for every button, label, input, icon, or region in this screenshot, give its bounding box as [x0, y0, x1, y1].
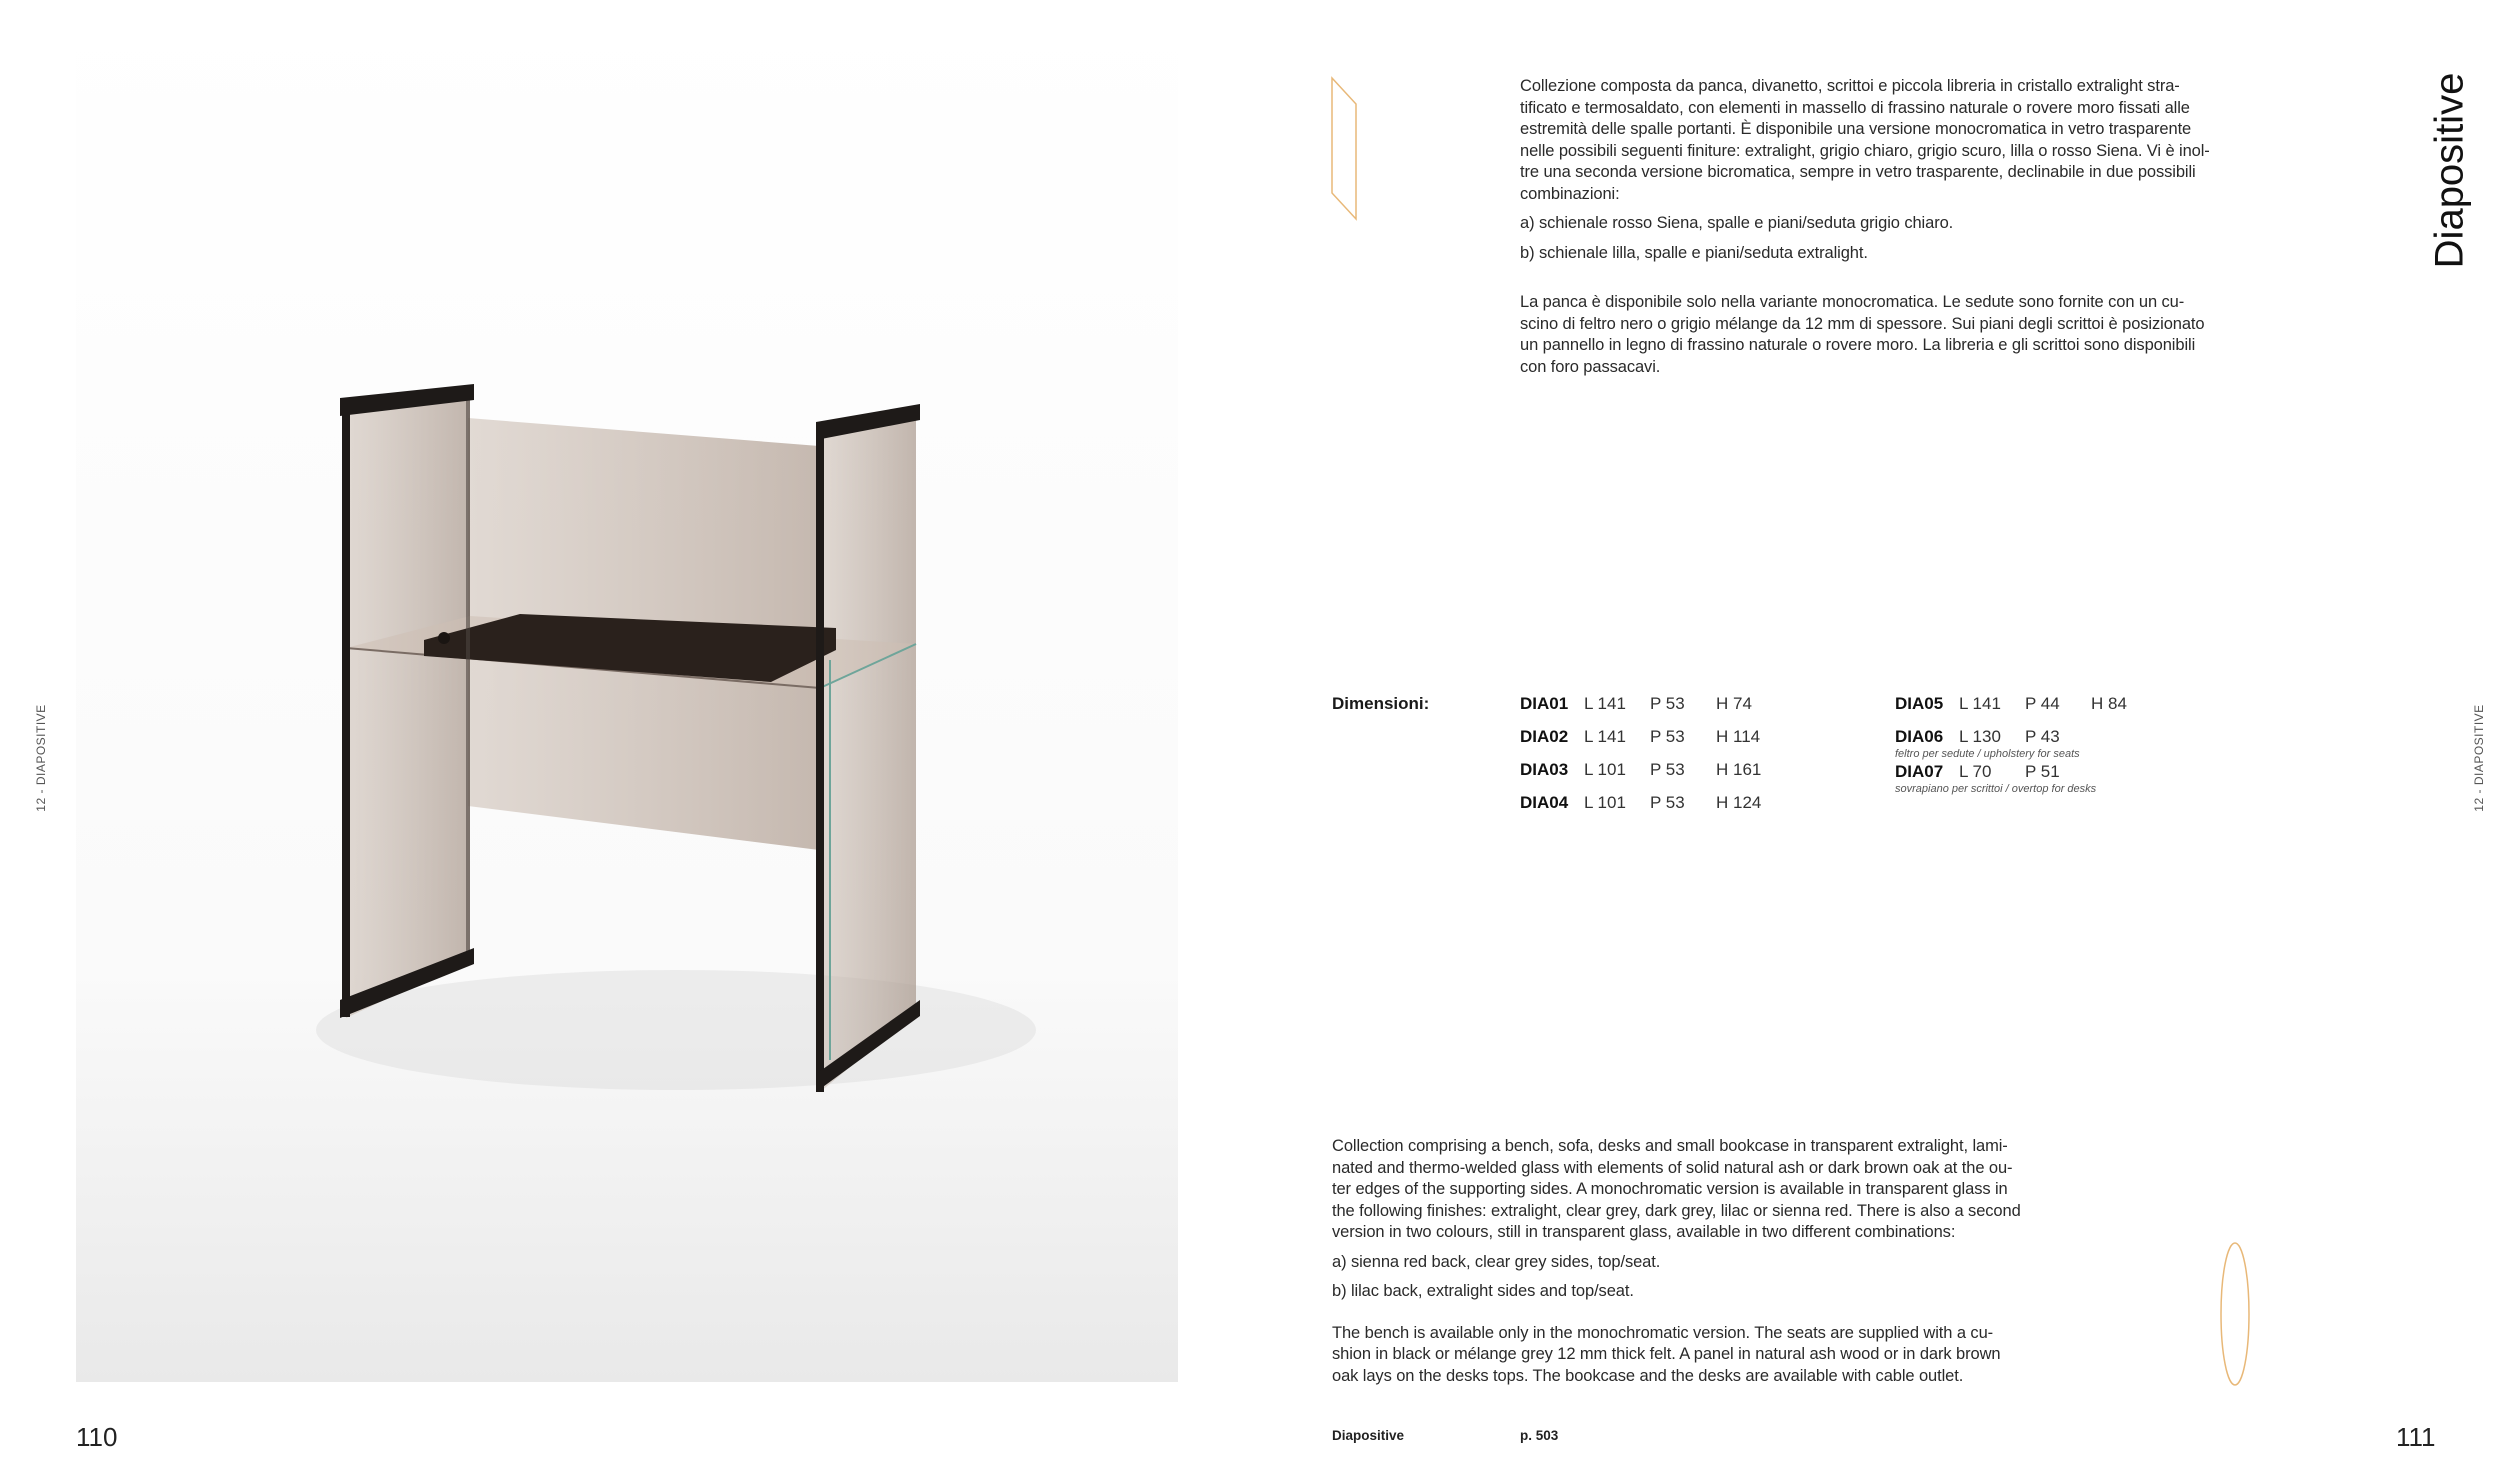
dimension-length: L 141: [1584, 727, 1626, 746]
dimension-length: L 101: [1584, 793, 1626, 812]
en-line: nated and thermo-welded glass with elements of solid natural ash or dark brown oak at the ou-: [1332, 1158, 2013, 1177]
dimension-row: [1520, 727, 1760, 747]
left-side-label: 12 - DIAPOSITIVE: [34, 704, 48, 812]
left-side-glass: [346, 396, 470, 1018]
en-option-a: a) sienna red back, clear grey sides, top/seat.: [1332, 1252, 1661, 1271]
en-line: the following finishes: extralight, clear grey, dark grey, lilac or sienna red. There is also a second: [1332, 1201, 2021, 1220]
dimension-depth: P 44: [2025, 694, 2060, 713]
dimension-note: sovrapiano per scrittoi / overtop for desks: [1895, 783, 2097, 795]
footer-product-name: Diapositive: [1332, 1428, 1405, 1443]
dimension-depth: P 51: [2025, 762, 2060, 781]
dimension-height: H 161: [1716, 760, 1762, 779]
dimension-length: L 101: [1584, 760, 1626, 779]
footer-page-reference: p. 503: [1520, 1428, 1559, 1443]
it-line: tificato e termosaldato, con elementi in massello di frassino naturale o rovere moro fissati alle: [1520, 98, 2190, 117]
dimension-length: L 130: [1959, 727, 2001, 746]
dimension-code: DIA01: [1520, 694, 1569, 713]
italian-description: [1520, 76, 2250, 378]
it-line: scino di feltro nero o grigio mélange da 12 mm di spessore. Sui piani degli scrittoi è posizionato: [1520, 314, 2205, 333]
page-title: Diapositive: [2427, 72, 2472, 269]
dimension-height: H 74: [1716, 694, 1752, 713]
dimension-length: L 70: [1959, 762, 1992, 781]
dimension-length: L 141: [1959, 694, 2001, 713]
it-line: con foro passacavi.: [1520, 357, 1661, 376]
it-line: estremità delle spalle portanti. È disponibile una versione monocromatica in vetro trasparente: [1520, 120, 2192, 138]
dimension-note: feltro per sedute / upholstery for seats: [1895, 748, 2080, 760]
dimension-code: DIA05: [1895, 694, 1944, 713]
it-line: combinazioni:: [1520, 184, 1620, 203]
en-line: The bench is available only in the monochromatic version. The seats are supplied with a cu-: [1332, 1323, 1994, 1342]
dimension-height: H 84: [2091, 694, 2127, 713]
it-line: nelle possibili seguenti finiture: extralight, grigio chiaro, grigio scuro, lilla o rosso Siena. Vi è inol-: [1520, 141, 2210, 160]
dimensions-label: Dimensioni:: [1332, 694, 1430, 713]
dimension-height: H 124: [1716, 793, 1762, 812]
product-photo: [76, 0, 1178, 1382]
dimension-row: [1895, 762, 2091, 782]
right-side-label: 12 - DIAPOSITIVE: [2472, 704, 2486, 812]
dimension-code: DIA06: [1895, 727, 1944, 746]
dimension-code: DIA07: [1895, 762, 1944, 781]
dimension-length: L 141: [1584, 694, 1626, 713]
dimension-depth: P 53: [1650, 760, 1685, 779]
dimension-row: [1520, 793, 1761, 813]
right-page-number: 111: [2396, 1422, 2436, 1452]
dimension-code: DIA04: [1520, 793, 1569, 812]
decorative-parallelogram-outline: [1330, 76, 1360, 221]
dimension-depth: P 53: [1650, 694, 1685, 713]
en-line: version in two colours, still in transparent glass, available in two different combinations:: [1332, 1223, 1956, 1241]
it-line: tre una seconda versione bicromatica, sempre in vetro trasparente, declinabile in due possibili: [1520, 163, 2196, 181]
dimension-row: [1895, 694, 2127, 714]
dimension-depth: P 53: [1650, 793, 1685, 812]
it-line: un pannello in legno di frassino naturale o rovere moro. La libreria e gli scrittoi sono disponibili: [1520, 336, 2196, 354]
decorative-ellipse-outline: [2218, 1240, 2252, 1388]
english-description: [1332, 1136, 2072, 1387]
it-option-a: a) schienale rosso Siena, spalle e piani/seduta grigio chiaro.: [1520, 214, 1954, 232]
dimension-code: DIA03: [1520, 760, 1569, 779]
en-option-b: b) lilac back, extralight sides and top/seat.: [1332, 1282, 1634, 1300]
left-page-number: 110: [76, 1422, 118, 1452]
right-side-glass: [820, 420, 916, 1092]
dimension-row: [1520, 760, 1761, 780]
it-line: La panca è disponibile solo nella variante monocromatica. Le sedute sono fornite con un cu-: [1520, 293, 2185, 311]
glass-desk-illustration: [76, 0, 1178, 1382]
dimension-row: [1895, 727, 2091, 747]
en-line: ter edges of the supporting sides. A monochromatic version is available in transparent glass in: [1332, 1180, 2008, 1198]
en-line: oak lays on the desks tops. The bookcase and the desks are available with cable outlet.: [1332, 1366, 1964, 1385]
dimension-height: H 114: [1716, 727, 1761, 746]
dimension-depth: P 53: [1650, 727, 1685, 746]
it-option-b: b) schienale lilla, spalle e piani/seduta extralight.: [1520, 243, 1868, 262]
dimension-depth: P 43: [2025, 727, 2060, 746]
en-line: Collection comprising a bench, sofa, desks and small bookcase in transparent extralight, lami-: [1332, 1137, 2008, 1155]
dimension-code: DIA02: [1520, 727, 1569, 746]
dimension-row: [1520, 694, 1752, 714]
it-line: Collezione composta da panca, divanetto, scrittoi e piccola libreria in cristallo extralight stra-: [1520, 77, 2180, 95]
en-line: shion in black or mélange grey 12 mm thick felt. A panel in natural ash wood or in dark brown: [1332, 1345, 2001, 1363]
